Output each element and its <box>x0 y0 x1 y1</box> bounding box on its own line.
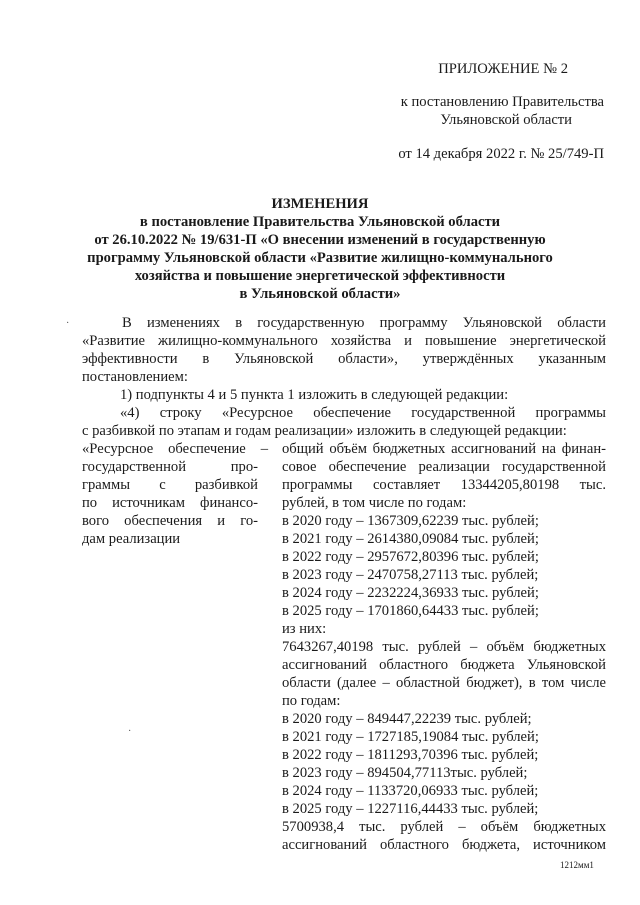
right-col-line-13: ассигнований областного бюджета Ульяновской <box>282 657 606 673</box>
right-col-line-22: 5700938,4 тыс. рублей – объём бюджетных <box>282 819 606 835</box>
right-col-line-20: в 2024 году – 1133720,06933 тыс. рублей; <box>282 783 539 799</box>
item-4-line-2: с разбивкой по этапам и годам реализации» изложить в следующей редакции: <box>82 423 567 439</box>
intro-line-4: постановлением: <box>82 369 188 385</box>
intro-line-2: «Развитие жилищно-коммунального хозяйства и повышение энергетической <box>82 333 606 349</box>
footer-code: 1212мм1 <box>560 860 594 870</box>
right-col-line-16: в 2020 году – 849447,22239 тыс. рублей; <box>282 711 532 727</box>
right-col-line-10: в 2025 году – 1701860,64433 тыс. рублей; <box>282 603 539 619</box>
right-col-line-7: в 2022 году – 2957672,80396 тыс. рублей; <box>282 549 539 565</box>
left-col-line-2: государственной про- <box>82 459 258 475</box>
right-col-line-2: совое обеспечение реализации государственной <box>282 459 606 475</box>
right-col-line-6: в 2021 году – 2614380,09084 тыс. рублей; <box>282 531 539 547</box>
heading-line-3: программу Ульяновской области «Развитие жилищно-коммунального <box>87 250 553 266</box>
left-col-line-5: вого обеспечения и го- <box>82 513 258 529</box>
scan-speck: · <box>128 726 132 737</box>
right-col-line-9: в 2024 году – 2232224,36933 тыс. рублей; <box>282 585 539 601</box>
right-col-line-23: ассигнований областного бюджета, источником <box>282 837 606 853</box>
heading-line-5: в Ульяновской области» <box>239 286 401 302</box>
appendix-title: ПРИЛОЖЕНИЕ № 2 <box>438 61 568 77</box>
appendix-date-line: от 14 декабря 2022 г. № 25/749-П <box>398 146 604 162</box>
left-col-line-3: граммы с разбивкой <box>82 477 258 493</box>
right-col-line-1: общий объём бюджетных ассигнований на финан- <box>282 441 606 457</box>
left-col-line-4: по источникам финансо- <box>82 495 258 511</box>
appendix-ref-line1: к постановлению Правительства <box>400 94 604 110</box>
heading-line-4: хозяйства и повышение энергетической эффективности <box>134 268 506 284</box>
left-col-line-1: «Ресурсное обеспечение – <box>82 441 268 457</box>
scan-speck: · <box>66 318 70 329</box>
item-4-line-1: «4) строку «Ресурсное обеспечение государственной программы <box>120 405 606 421</box>
right-col-line-4: рублей, в том числе по годам: <box>282 495 467 511</box>
right-col-line-21: в 2025 году – 1227116,44433 тыс. рублей; <box>282 801 539 817</box>
item-1: 1) подпункты 4 и 5 пункта 1 изложить в следующей редакции: <box>120 387 509 403</box>
right-col-line-5: в 2020 году – 1367309,62239 тыс. рублей; <box>282 513 539 529</box>
appendix-ref-line2: Ульяновской области <box>440 112 572 128</box>
right-col-line-17: в 2021 году – 1727185,19084 тыс. рублей; <box>282 729 539 745</box>
heading-title: ИЗМЕНЕНИЯ <box>271 196 369 212</box>
left-col-line-6: дам реализации <box>82 531 181 547</box>
right-col-line-12: 7643267,40198 тыс. рублей – объём бюджетных <box>282 639 606 655</box>
right-col-line-8: в 2023 году – 2470758,27113 тыс. рублей; <box>282 567 539 583</box>
right-col-line-14: области (далее – областной бюджет), в том числе <box>282 675 606 691</box>
right-col-line-15: по годам: <box>282 693 341 709</box>
intro-line-3: эффективности в Ульяновской области», утверждённых указанным <box>82 351 606 367</box>
heading-line-1: в постановление Правительства Ульяновской области <box>139 214 501 230</box>
heading-line-2: от 26.10.2022 № 19/631-П «О внесении изменений в государственную <box>94 232 546 248</box>
intro-line-1: В изменениях в государственную программу Ульяновской области <box>122 315 606 331</box>
right-col-line-18: в 2022 году – 1811293,70396 тыс. рублей; <box>282 747 539 763</box>
right-col-line-3: программы составляет 13344205,80198 тыс. <box>282 477 606 493</box>
right-col-line-11: из них: <box>282 621 327 637</box>
right-col-line-19: в 2023 году – 894504,77113тыс. рублей; <box>282 765 528 781</box>
